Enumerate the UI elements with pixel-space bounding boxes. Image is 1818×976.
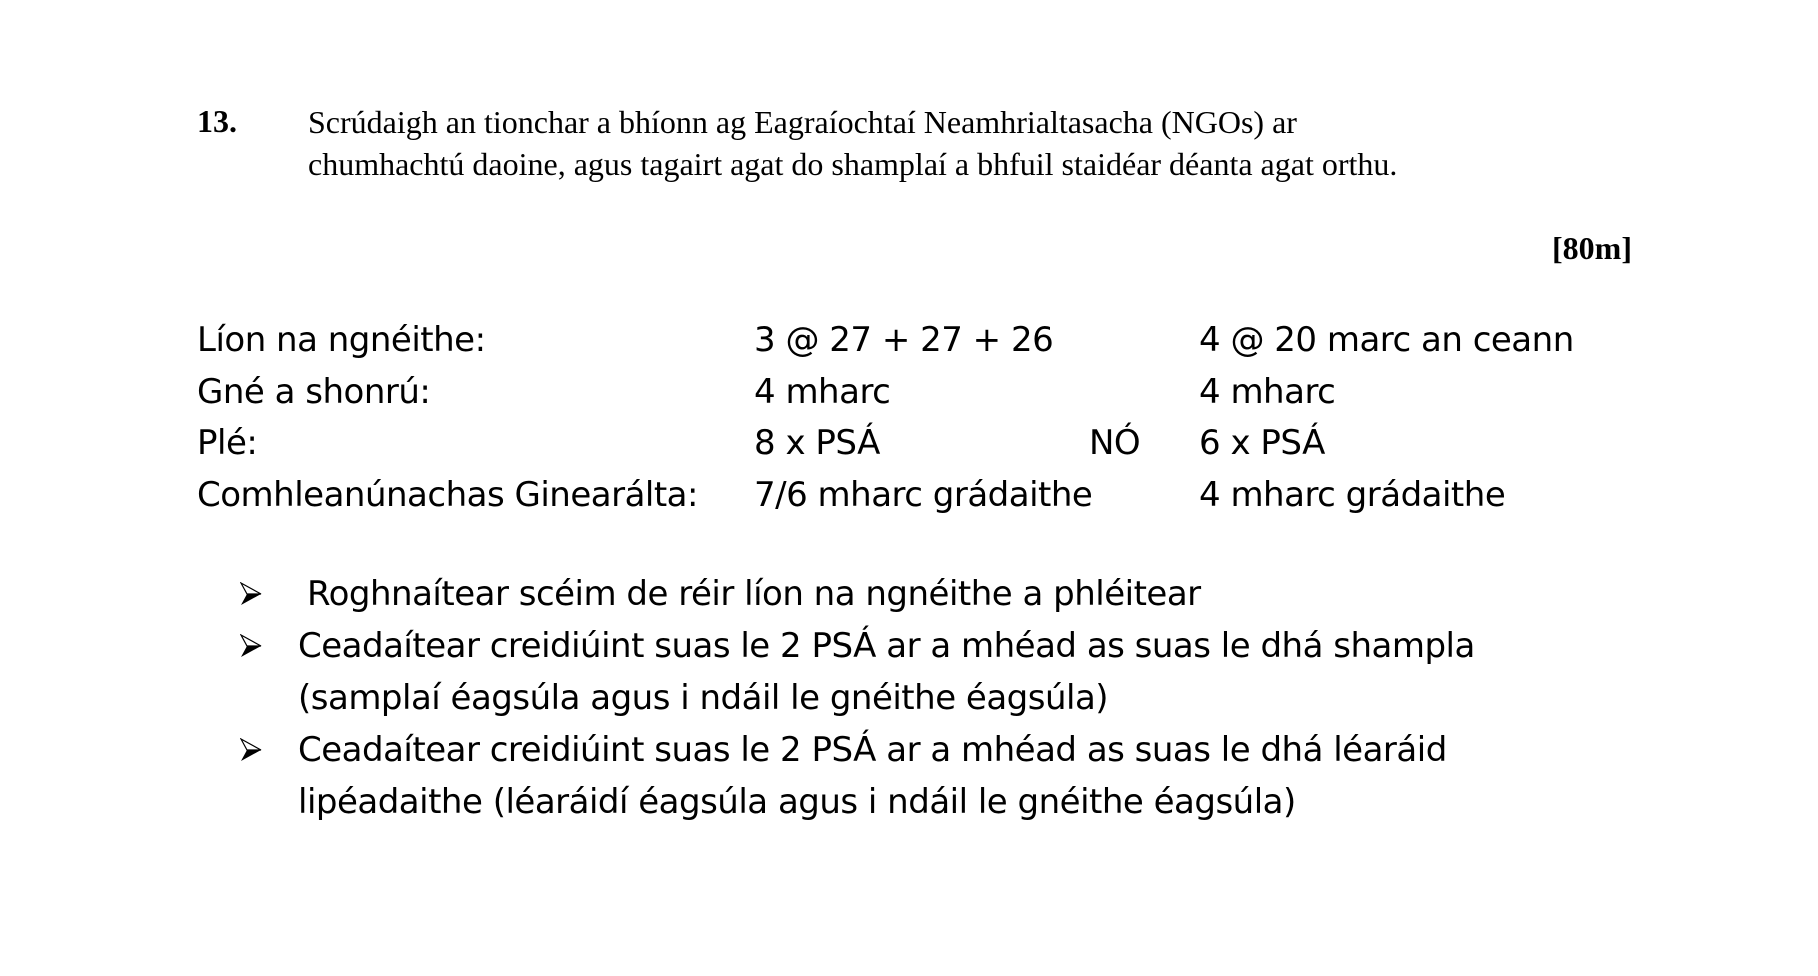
- arrowhead-bullet-icon: [240, 634, 262, 658]
- scheme-option-a: 3 @ 27 + 27 + 26: [754, 320, 1054, 360]
- scheme-label: Plé:: [197, 423, 258, 463]
- scheme-option-a: 4 mharc: [754, 371, 891, 412]
- question-text: [308, 101, 1708, 185]
- question-number: 13.: [197, 103, 237, 139]
- arrowhead-bullet-icon: [240, 582, 262, 606]
- note-text-continuation: lipéadaithe (léaráidí éagsúla agus i ndáil le gnéithe éagsúla): [298, 782, 1296, 822]
- note-text: Roghnaítear scéim de réir líon na ngnéithe a phléitear: [307, 574, 1201, 614]
- note-text-continuation: (samplaí éagsúla agus i ndáil le gnéithe éagsúla): [298, 678, 1109, 718]
- or-label: NÓ: [1089, 423, 1141, 463]
- note-item: [240, 620, 1475, 724]
- note-item: [240, 568, 1475, 620]
- scheme-option-b: 6 x PSÁ: [1199, 423, 1325, 463]
- note-text: Ceadaítear creidiúint suas le 2 PSÁ ar a mhéad as suas le dhá shampla: [298, 626, 1475, 666]
- question-text-line: chumhachtú daoine, agus tagairt agat do shamplaí a bhfuil staidéar déanta agat orthu.: [308, 146, 1398, 182]
- arrowhead-bullet-icon: [240, 738, 262, 762]
- scheme-label: Líon na ngnéithe:: [197, 320, 486, 360]
- note-text: Ceadaítear creidiúint suas le 2 PSÁ ar a mhéad as suas le dhá léaráid: [298, 730, 1447, 770]
- scheme-option-b: 4 mharc grádaithe: [1199, 474, 1506, 515]
- scheme-option-b: 4 @ 20 marc an ceann: [1199, 320, 1574, 360]
- question-text-line: Scrúdaigh an tionchar a bhíonn ag Eagraíochtaí Neamhrialtasacha (NGOs) ar: [308, 104, 1297, 140]
- notes-list: [240, 568, 1475, 828]
- note-item: [240, 724, 1475, 828]
- scheme-label: Gné a shonrú:: [197, 371, 431, 412]
- scheme-option-a: 8 x PSÁ: [754, 423, 880, 463]
- scheme-option-b: 4 mharc: [1199, 371, 1336, 412]
- scheme-option-a: 7/6 mharc grádaithe: [754, 474, 1093, 515]
- scheme-label: Comhleanúnachas Ginearálta:: [197, 474, 698, 515]
- total-marks: [80m]: [1552, 230, 1632, 266]
